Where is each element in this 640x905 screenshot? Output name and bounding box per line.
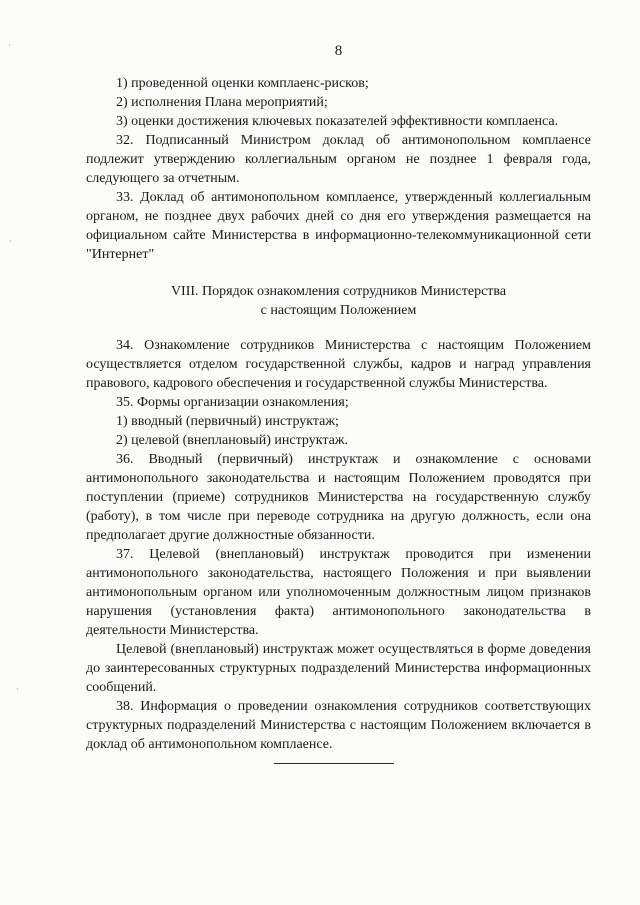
paragraph-32: 32. Подписанный Министром доклад об антимонопольном комплаенсе подлежит утверждению коллегиальным органом не позднее 1 февраля года, следующего за отчетным. — [86, 133, 591, 186]
scan-mark: · — [16, 684, 19, 694]
list-item: 1) вводный (первичный) инструктаж; — [116, 414, 339, 429]
page-number: 8 — [334, 43, 343, 59]
end-divider — [274, 763, 394, 764]
scan-mark: · — [8, 40, 11, 50]
paragraph-33: 33. Доклад об антимонопольном комплаенсе, утвержденный коллегиальным органом, не позднее двух рабочих дней со дня его утверждения размещается на официальном сайте Министерства в информационно-телекоммуникационной сети "Интернет" — [86, 190, 591, 262]
paragraph-38: 38. Информация о проведении ознакомления сотрудников соответствующих структурных подразделений Министерства с настоящим Положением включается в доклад об антимонопольном комплаенсе. — [86, 699, 591, 752]
scan-mark: · — [9, 236, 12, 246]
paragraph-34: 34. Ознакомление сотрудников Министерства с настоящим Положением осуществляется отделом государственной службы, кадров и наград управления правового, кадрового обеспечения и государственной службы Министерства. — [86, 338, 591, 391]
paragraph-37-continuation: Целевой (внеплановый) инструктаж может осуществляться в форме доведения до заинтересованных структурных подразделений Министерства информационных сообщений. — [86, 642, 591, 695]
bottom-paragraphs — [86, 336, 591, 754]
list-item: 3) оценки достижения ключевых показателей эффективности комплаенса. — [116, 114, 559, 129]
list-item: 1) проведенной оценки комплаенс-рисков; — [116, 76, 369, 91]
section-heading-line-1: VIII. Порядок ознакомления сотрудников Министерства — [170, 284, 507, 299]
list-item: 2) исполнения Плана мероприятий; — [116, 95, 328, 110]
section-heading-line-2: с настоящим Положением — [260, 303, 417, 318]
paragraph-37: 37. Целевой (внеплановый) инструктаж проводится при изменении антимонопольного законодательства, настоящего Положения и при выявлении антимонопольным органом или уполномоченным должностным лицом признаков нарушения (установления факта) антимонопольного законодательства в деятельности Министерства. — [86, 547, 591, 638]
list-item: 2) целевой (внеплановый) инструктаж. — [116, 433, 349, 448]
section-heading — [86, 282, 591, 320]
top-paragraphs — [86, 74, 591, 264]
paragraph-36: 36. Вводный (первичный) инструктаж и ознакомление с основами антимонопольного законодательства и настоящим Положением проводятся при поступлении (приеме) сотрудников Министерства на государственную службу (работу), в том числе при переводе сотрудника на другую должность, если она предполагает другие должностные обязанности. — [86, 452, 591, 543]
paragraph-35: 35. Формы организации ознакомления; — [116, 395, 349, 410]
